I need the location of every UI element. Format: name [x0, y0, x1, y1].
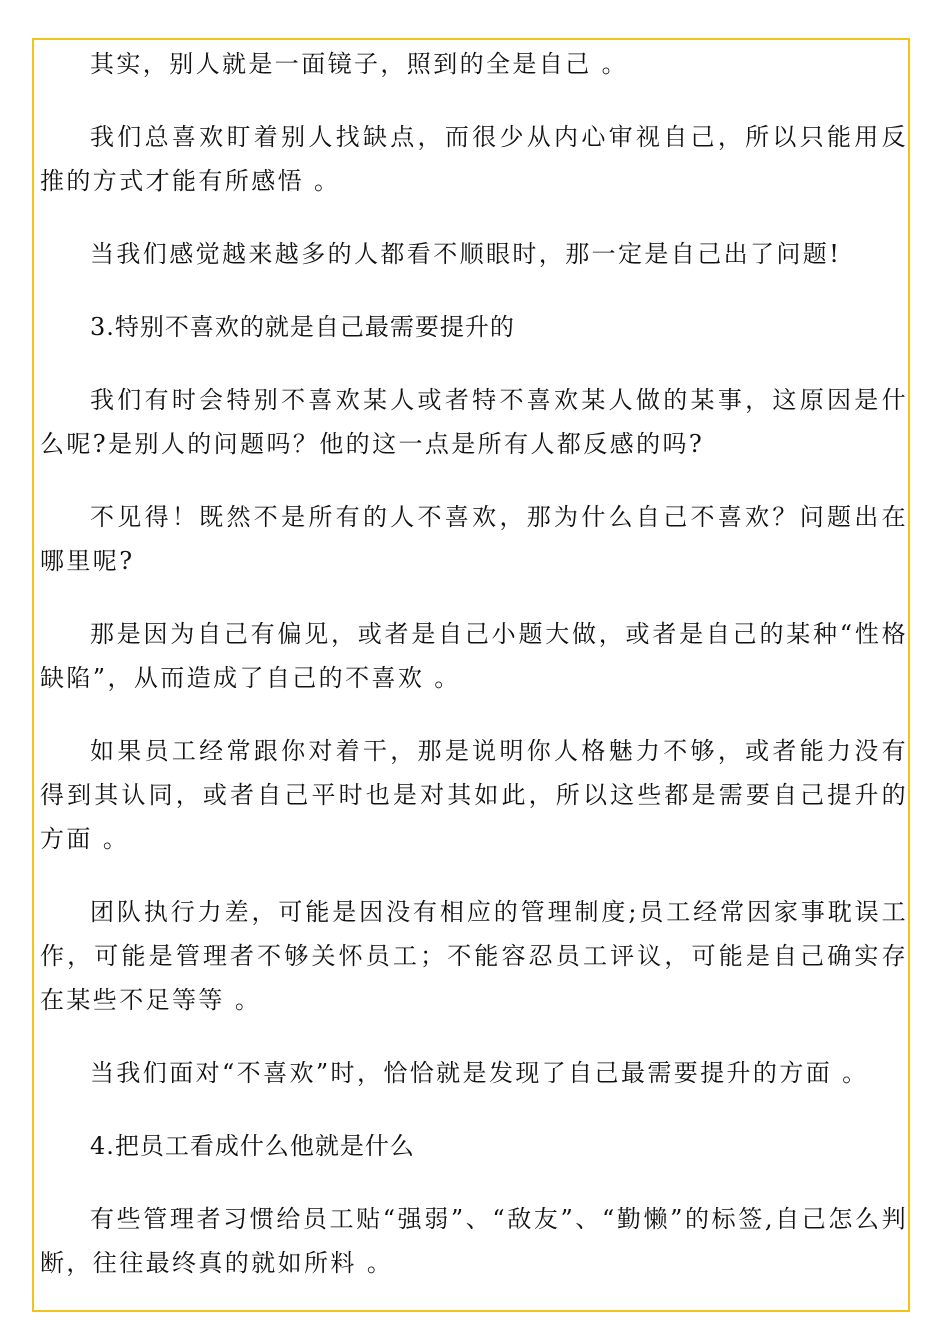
paragraph-find-faults: 我们总喜欢盯着别人找缺点，而很少从内心审视自己，所以只能用反推的方式才能有所感悟 。: [40, 123, 908, 195]
paragraph-mirror: 其实，别人就是一面镜子，照到的全是自己 。: [90, 50, 629, 78]
paragraph-self-problem: 当我们感觉越来越多的人都看不顺眼时，那一定是自己出了问题!: [90, 240, 842, 268]
document-body: [40, 42, 908, 1314]
paragraph-face-dislike: 当我们面对“不喜欢”时，恰恰就是发现了自己最需要提升的方面 。: [90, 1059, 869, 1087]
paragraph-dislike-reason: 我们有时会特别不喜欢某人或者特不喜欢某人做的某事，这原因是什么呢?是别人的问题吗？他的这一点是所有人都反感的吗?: [40, 386, 908, 458]
paragraph-labels: 有些管理者习惯给员工贴“强弱”、“敌友”、“勤懒”的标签,自己怎么判断，往往最终真的就如所料 。: [40, 1205, 908, 1277]
paragraph-team-execution: 团队执行力差，可能是因没有相应的管理制度;员工经常因家事耽误工作，可能是管理者不够关怀员工；不能容忍员工评议，可能是自己确实存在某些不足等等 。: [40, 898, 908, 1014]
paragraph-employee-opposition: 如果员工经常跟你对着干，那是说明你人格魅力不够，或者能力没有得到其认同，或者自己平时也是对其如此，所以这些都是需要自己提升的方面 。: [40, 737, 908, 853]
section-heading-3: 3.特别不喜欢的就是自己最需要提升的: [90, 313, 515, 341]
paragraph-prejudice: 那是因为自己有偏见，或者是自己小题大做，或者是自己的某种“性格缺陷”，从而造成了自己的不喜欢 。: [40, 620, 908, 692]
section-heading-4: 4.把员工看成什么他就是什么: [90, 1132, 415, 1160]
paragraph-not-necessarily: 不见得！既然不是所有的人不喜欢，那为什么自己不喜欢？问题出在哪里呢?: [40, 503, 908, 575]
